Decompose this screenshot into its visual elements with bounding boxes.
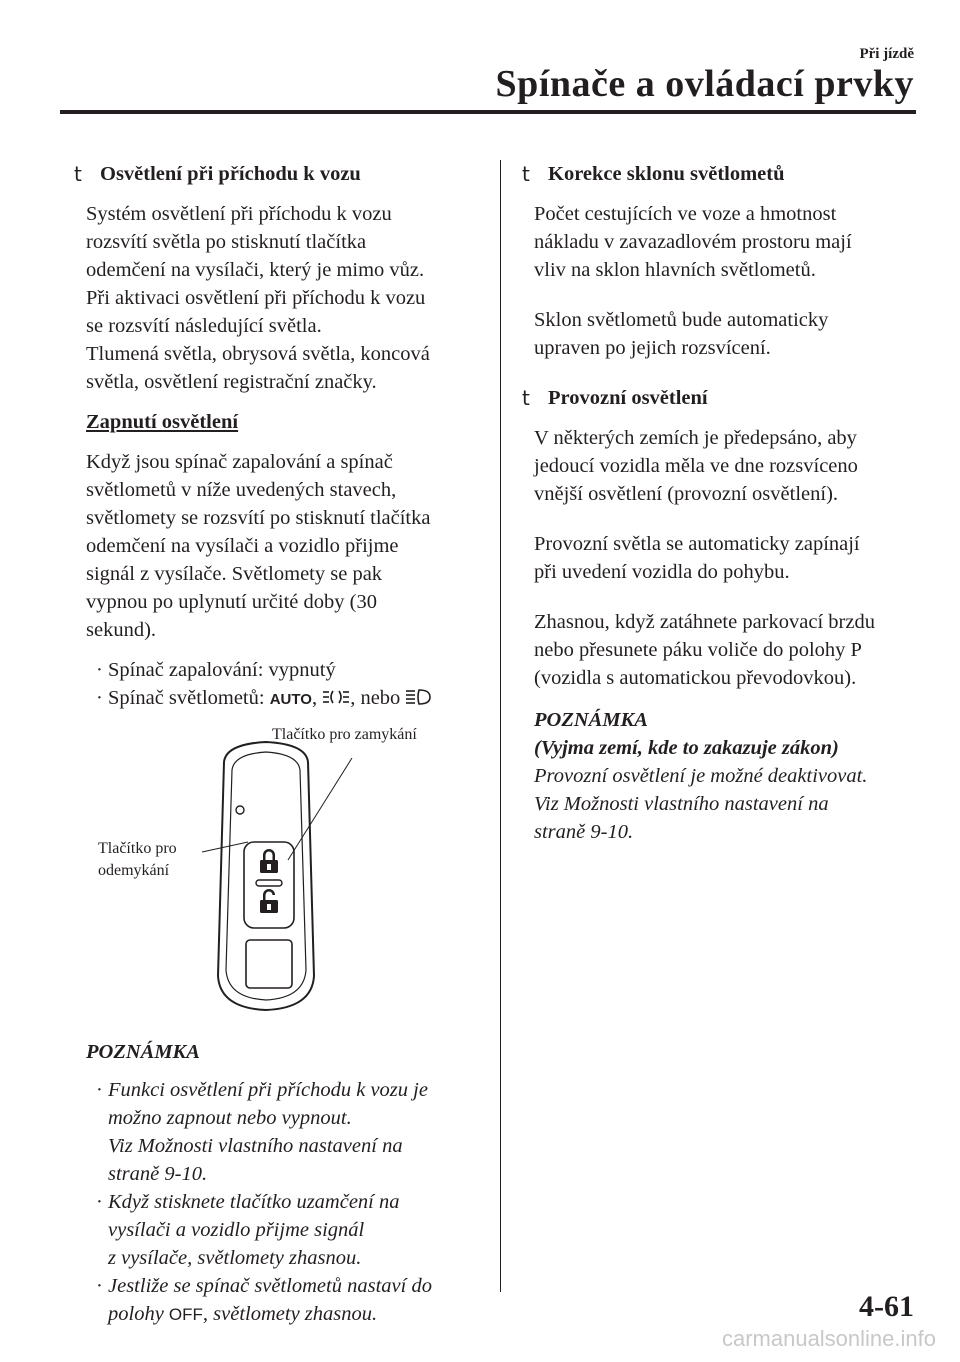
list-item: · Když stisknete tlačítko uzamčení na vysílači a vozidlo přijme signál z vysílače, světlomety zhasnou. [96, 1191, 400, 1269]
daytime-paragraph-1: V některých zemích je předepsáno, aby jedoucí vozidla měla ve dne rozsvíceno vnější osvětlení (provozní osvětlení). [534, 427, 858, 505]
header-rule [60, 110, 916, 114]
section-heading-welcome-light [76, 160, 476, 188]
header-section: Při jízdě [859, 46, 914, 62]
lock-button-label: Tlačítko pro zamykání [272, 726, 417, 743]
unlock-button-label: Tlačítko pro odemykání [98, 840, 177, 879]
intro-paragraph: Systém osvětlení při příchodu k vozu rozsvítí světla po stisknutí tlačítka odemčení na vysílači, který je mimo vůz. Při aktivaci osvětlení při příchodu k vozu se rozsvítí následující světla. Tlumená světla, obrysová světla, koncová světla, osvětlení registrační značky. [86, 203, 430, 393]
body-paragraph: Když jsou spínač zapalování a spínač světlometů v níže uvedených stavech, světlomety se rozsvítí po stisknutí tlačítka odemčení na vysílači a vozidlo přijme signál z vysílače. Světlomety se pak vypnou po uplynutí určité doby (30 sekund). [86, 451, 431, 641]
note-title: POZNÁMKA [534, 709, 648, 731]
key-fob-figure [76, 724, 476, 1024]
section-mark-icon: t [522, 386, 530, 410]
section-title: Korekce sklonu světlometů [548, 163, 785, 185]
header-chapter: Spínače a ovládací prvky [495, 63, 914, 105]
note-list [76, 1076, 476, 1329]
leveling-paragraph-1: Počet cestujících ve voze a hmotnost nákladu v zavazadlovém prostoru mají vliv na sklon hlavních světlometů. [534, 203, 852, 281]
daytime-paragraph-2: Provozní světla se automaticky zapínají při uvedení vozidla do pohybu. [534, 533, 860, 583]
parking-light-icon [322, 688, 350, 706]
condition-list [76, 656, 476, 714]
subheading-turn-on: Zapnutí osvětlení [86, 411, 239, 433]
list-item: · Funkci osvětlení při příchodu k vozu je možno zapnout nebo vypnout. Viz Možnosti vlastního nastavení na straně 9-10. [96, 1079, 428, 1185]
page-number: 4-61 [859, 1290, 914, 1323]
section-title: Osvětlení při příchodu k vozu [100, 163, 361, 185]
footer-watermark: carmanualsonline.info [721, 1326, 936, 1351]
section-heading-daytime-lights [524, 384, 910, 412]
off-symbol: OFF [168, 1305, 203, 1324]
leveling-paragraph-2: Sklon světlometů bude automaticky upraven po jejich rozsvícení. [534, 309, 829, 359]
note-subtitle: (Vyjma zemí, kde to zakazuje zákon) [534, 737, 839, 759]
section-heading-leveling [524, 160, 910, 188]
list-item: · Spínač zapalování: vypnutý [96, 659, 336, 681]
section-title: Provozní osvětlení [548, 387, 708, 409]
right-column [524, 160, 910, 846]
section-mark-icon: t [522, 162, 530, 186]
note-title: POZNÁMKA [86, 1041, 200, 1063]
auto-symbol: AUTO [269, 691, 312, 708]
left-column [76, 160, 476, 1329]
list-item: · Spínač světlometů: AUTO, , nebo [96, 684, 476, 714]
column-divider [500, 160, 501, 1292]
list-item: · Jestliže se spínač světlometů nastaví do polohy OFF, světlomety zhasnou. [96, 1275, 432, 1325]
section-mark-icon: t [74, 162, 82, 186]
daytime-paragraph-3: Zhasnou, když zatáhnete parkovací brzdu nebo přesunete páku voliče do polohy P (vozidla s automatickou převodovkou). [534, 611, 875, 689]
note-text: Provozní osvětlení je možné deaktivovat. Viz Možnosti vlastního nastavení na straně 9-10. [534, 765, 868, 843]
headlight-icon [405, 688, 431, 706]
